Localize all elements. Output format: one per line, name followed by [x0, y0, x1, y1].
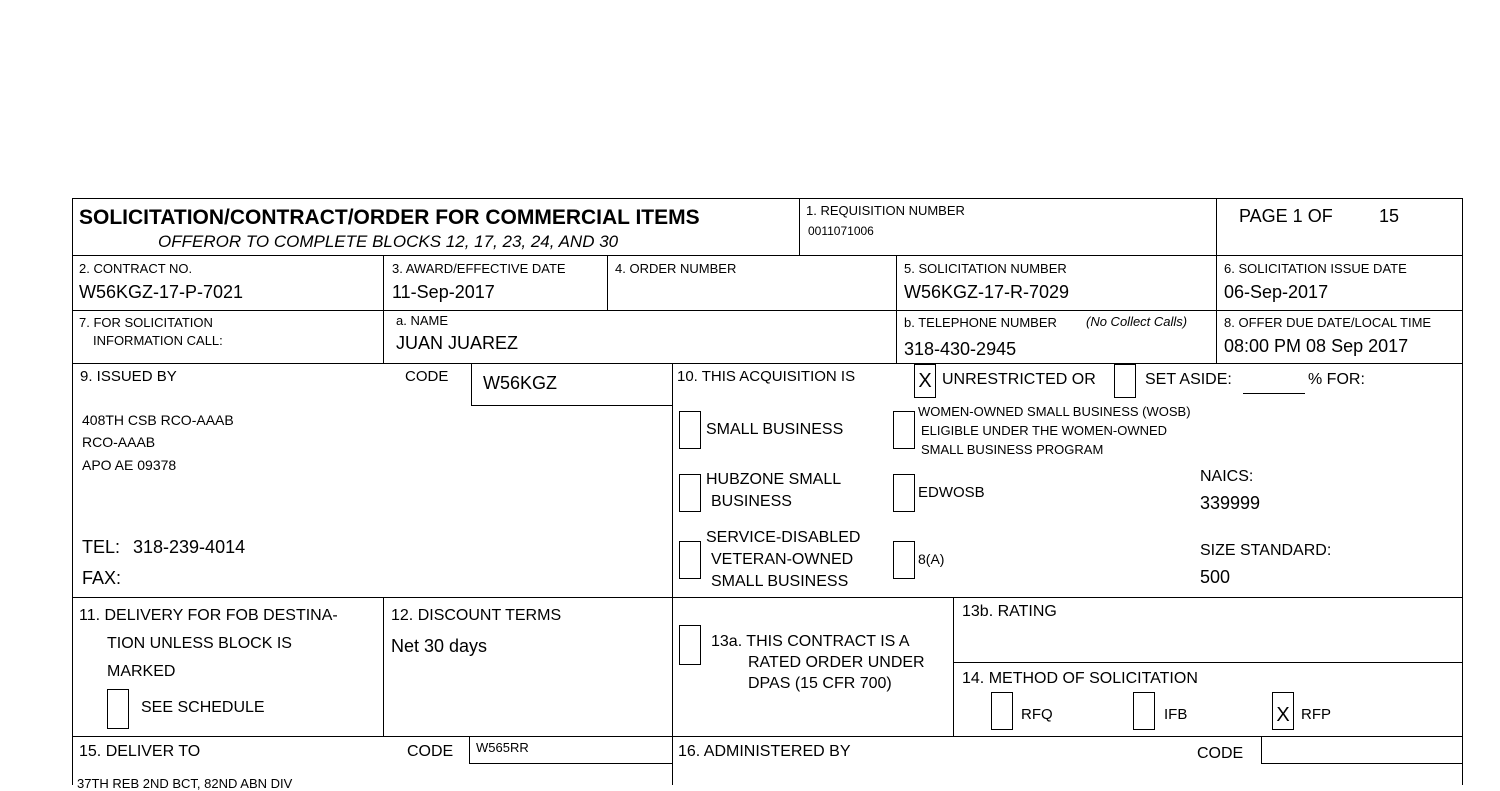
name-value: JUAN JUAREZ — [396, 333, 519, 353]
issued-by-address-line: 408TH CSB RCO-AAAB — [82, 412, 234, 428]
contract-label: 2. CONTRACT NO. — [79, 261, 193, 276]
issued-by-label: 9. ISSUED BY — [80, 368, 177, 385]
method-label: 14. METHOD OF SOLICITATION — [962, 670, 1198, 687]
order-number-label: 4. ORDER NUMBER — [615, 261, 737, 276]
page-label: PAGE 1 OF — [1239, 206, 1333, 226]
delivery-fob-label: TION UNLESS BLOCK IS — [107, 635, 292, 652]
wosb-label: SMALL BUSINESS PROGRAM — [921, 442, 1104, 457]
rated-order-label: RATED ORDER UNDER — [748, 654, 925, 671]
sdvosb-label: SMALL BUSINESS — [711, 573, 849, 590]
wosb-label: ELIGIBLE UNDER THE WOMEN-OWNED — [921, 423, 1168, 438]
name-label: a. NAME — [396, 313, 449, 328]
sdvosb-label: SERVICE-DISABLED — [706, 529, 861, 546]
rule — [72, 736, 1463, 737]
rated-order-label: 13a. THIS CONTRACT IS A — [711, 633, 910, 650]
set-aside-checkbox[interactable] — [1114, 364, 1136, 398]
form-title: SOLICITATION/CONTRACT/ORDER FOR COMMERCIAL ITEMS — [79, 206, 700, 229]
rule — [469, 736, 470, 764]
size-standard-value: 500 — [1200, 567, 1231, 587]
size-standard-label: SIZE STANDARD: — [1200, 542, 1332, 559]
rating-label: 13b. RATING — [962, 603, 1057, 620]
delivery-fob-label: MARKED — [107, 663, 176, 680]
contract-value: W56KGZ-17-P-7021 — [79, 282, 244, 302]
issued-by-code-label: CODE — [405, 368, 449, 385]
rule — [471, 363, 472, 406]
award-date-label: 3. AWARD/EFFECTIVE DATE — [392, 261, 566, 276]
rfq-label: RFQ — [1021, 706, 1053, 723]
unrestricted-checkbox[interactable]: X — [914, 364, 936, 398]
telephone-label: b. TELEPHONE NUMBER — [904, 315, 1057, 330]
edwosb-label: EDWOSB — [918, 484, 985, 501]
rated-order-label: DPAS (15 CFR 700) — [748, 675, 892, 692]
offer-due-label: 8. OFFER DUE DATE/LOCAL TIME — [1224, 315, 1432, 330]
set-aside-label: SET ASIDE: — [1145, 371, 1232, 388]
solicitation-number-value: W56KGZ-17-R-7029 — [904, 282, 1070, 302]
offer-due-value: 08:00 PM 08 Sep 2017 — [1224, 336, 1409, 356]
issue-date-label: 6. SOLICITATION ISSUE DATE — [1224, 261, 1407, 276]
rule — [383, 597, 384, 736]
issue-date-value: 06-Sep-2017 — [1224, 282, 1329, 302]
deliver-to-code-value: W565RR — [476, 740, 529, 755]
rule — [72, 310, 1463, 311]
edwosb-checkbox[interactable] — [893, 474, 915, 512]
requisition-value: 0011071006 — [808, 224, 874, 238]
rule — [471, 405, 673, 406]
deliver-to-code-label: CODE — [407, 743, 454, 760]
eight-a-checkbox[interactable] — [893, 541, 915, 579]
hubzone-label: HUBZONE SMALL — [706, 471, 842, 488]
rule — [72, 255, 1463, 256]
eight-a-label: 8(A) — [918, 551, 945, 567]
see-schedule-label: SEE SCHEDULE — [141, 699, 265, 716]
rule — [1216, 198, 1217, 363]
rule — [469, 763, 673, 764]
solicitation-number-label: 5. SOLICITATION NUMBER — [904, 261, 1067, 276]
rule — [672, 363, 673, 785]
unrestricted-label: UNRESTRICTED OR — [942, 371, 1096, 388]
tel-value: 318-239-4014 — [133, 537, 246, 557]
info-call-label: INFORMATION CALL: — [93, 333, 223, 348]
deliver-to-label: 15. DELIVER TO — [79, 743, 201, 760]
issued-by-address-line: APO AE 09378 — [82, 457, 177, 473]
deliver-to-address: 37TH REB 2ND BCT, 82ND ABN DIV — [77, 776, 293, 791]
administered-by-label: 16. ADMINISTERED BY — [678, 743, 851, 760]
rule — [896, 255, 897, 363]
page-total: 15 — [1379, 206, 1400, 226]
rule — [72, 363, 1463, 364]
naics-label: NAICS: — [1200, 468, 1254, 485]
info-call-label: 7. FOR SOLICITATION — [79, 315, 213, 330]
rated-order-checkbox[interactable] — [679, 625, 701, 665]
small-business-label: SMALL BUSINESS — [706, 421, 844, 438]
naics-value: 339999 — [1200, 493, 1261, 513]
sdvosb-label: VETERAN-OWNED — [711, 551, 854, 568]
percent-for-label: % FOR: — [1308, 371, 1365, 388]
rule — [1261, 736, 1262, 764]
rule — [1462, 198, 1463, 785]
rule — [72, 198, 73, 785]
rule — [953, 597, 954, 736]
ifb-label: IFB — [1164, 706, 1188, 723]
rule — [799, 198, 800, 255]
discount-terms-value: Net 30 days — [391, 636, 488, 656]
see-schedule-checkbox[interactable] — [107, 689, 129, 729]
rule — [607, 255, 608, 310]
issued-by-address-line: RCO-AAAB — [82, 434, 156, 450]
rule — [953, 662, 1463, 663]
delivery-fob-label: 11. DELIVERY FOR FOB DESTINA- — [79, 607, 338, 624]
fax-label: FAX: — [82, 568, 122, 588]
administered-code-label: CODE — [1197, 745, 1244, 762]
no-collect-note: (No Collect Calls) — [1086, 314, 1188, 329]
ifb-checkbox[interactable] — [1133, 692, 1155, 730]
hubzone-label: BUSINESS — [711, 493, 792, 510]
telephone-value: 318-430-2945 — [904, 339, 1017, 359]
small-business-checkbox[interactable] — [679, 411, 701, 449]
discount-terms-label: 12. DISCOUNT TERMS — [391, 607, 562, 624]
rfp-checkbox[interactable]: X — [1272, 692, 1294, 730]
hubzone-checkbox[interactable] — [679, 474, 701, 512]
wosb-checkbox[interactable] — [893, 411, 915, 449]
rfq-checkbox[interactable] — [991, 692, 1013, 730]
rule — [72, 198, 1463, 199]
requisition-label: 1. REQUISITION NUMBER — [806, 203, 965, 218]
rule — [383, 255, 384, 363]
rule — [72, 597, 1463, 598]
rule — [1261, 763, 1463, 764]
sdvosb-checkbox[interactable] — [679, 541, 701, 579]
form-subtitle: OFFEROR TO COMPLETE BLOCKS 12, 17, 23, 24, AND 30 — [158, 232, 619, 251]
wosb-label: WOMEN-OWNED SMALL BUSINESS (WOSB) — [918, 404, 1191, 419]
award-date-value: 11-Sep-2017 — [392, 282, 495, 302]
set-aside-percent-blank — [1243, 393, 1305, 394]
rfp-label: RFP — [1301, 706, 1331, 723]
tel-label: TEL: — [82, 537, 121, 557]
issued-by-code-value: W56KGZ — [483, 373, 558, 393]
acquisition-label: 10. THIS ACQUISITION IS — [677, 368, 856, 385]
